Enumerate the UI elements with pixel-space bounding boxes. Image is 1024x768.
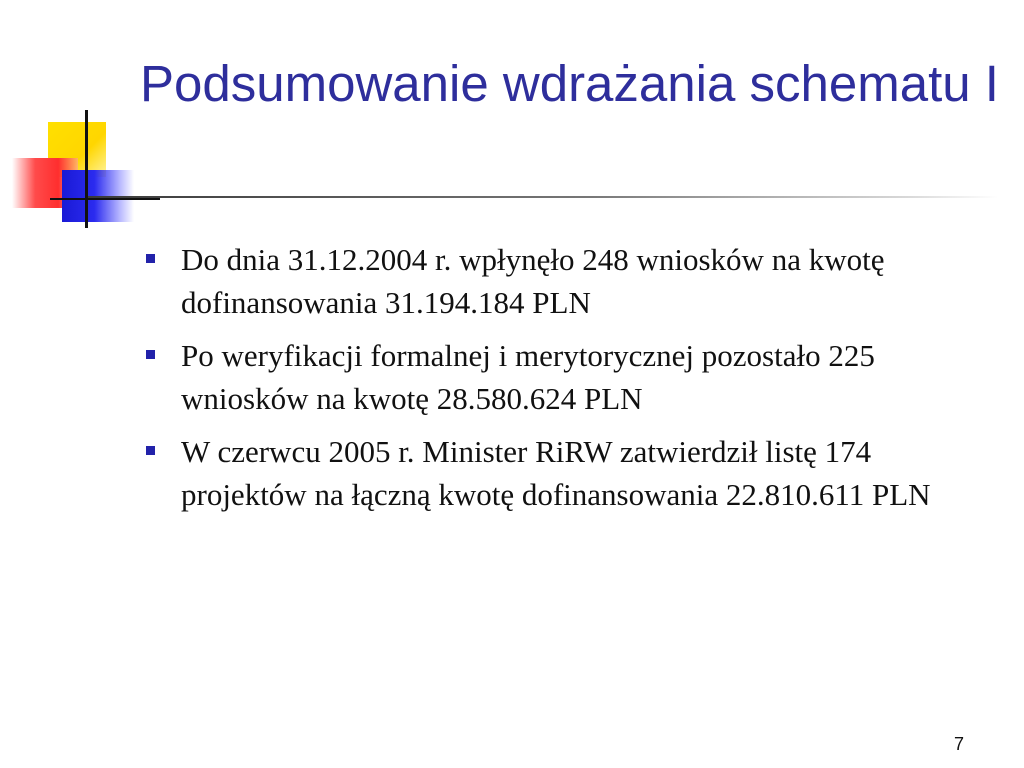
list-item bbox=[140, 238, 1000, 324]
list-item bbox=[140, 334, 1000, 420]
page-number: 7 bbox=[953, 734, 964, 754]
square-bullet-icon bbox=[146, 446, 155, 455]
slide-title: Podsumowanie wdrażania schematu I bbox=[140, 55, 999, 112]
bullet-text: Do dnia 31.12.2004 r. wpłynęło 248 wniosków na kwotę dofinansowania 31.194.184 PLN bbox=[181, 242, 885, 320]
title-divider bbox=[88, 196, 998, 198]
colored-squares-logo bbox=[0, 0, 150, 240]
square-bullet-icon bbox=[146, 350, 155, 359]
bullet-list bbox=[140, 238, 1000, 526]
list-item bbox=[140, 430, 1000, 516]
logo-horizontal-line bbox=[50, 198, 160, 200]
logo-vertical-line bbox=[85, 110, 88, 228]
bullet-text: W czerwcu 2005 r. Minister RiRW zatwierdził listę 174 projektów na łączną kwotę dofinansowania 22.810.611 PLN bbox=[181, 434, 931, 512]
square-bullet-icon bbox=[146, 254, 155, 263]
bullet-text: Po weryfikacji formalnej i merytorycznej pozostało 225 wniosków na kwotę 28.580.624 PLN bbox=[181, 338, 875, 416]
